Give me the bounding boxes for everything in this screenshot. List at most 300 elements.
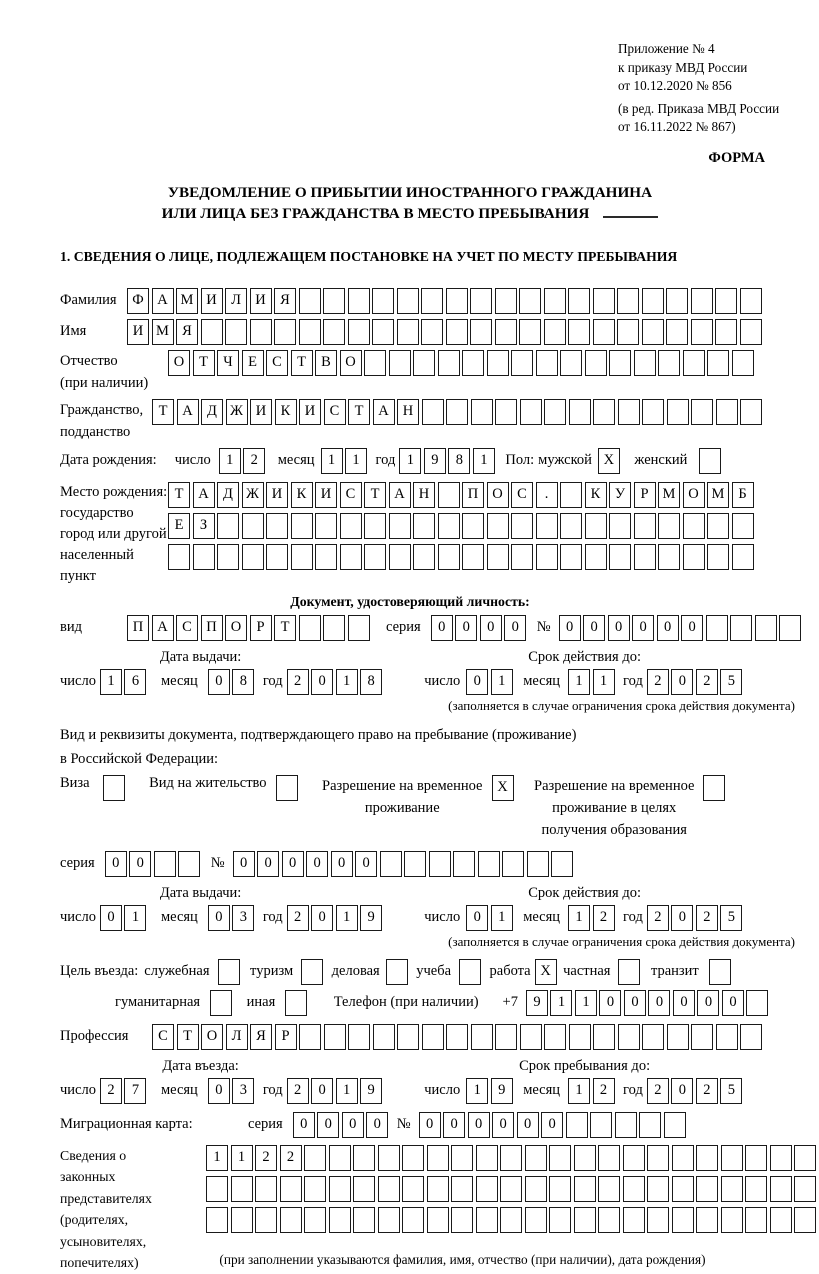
char-cell <box>427 1207 449 1233</box>
expiry-date-heading: Срок действия до: <box>528 648 641 665</box>
char-cell <box>299 1024 321 1050</box>
entry-year-boxes <box>287 1078 385 1104</box>
residence-number-boxes <box>233 851 576 877</box>
char-cell: 9 <box>526 990 548 1016</box>
purpose-transit-checkbox <box>709 959 734 985</box>
char-cell: 2 <box>696 905 718 931</box>
char-cell <box>672 1145 694 1171</box>
char-cell: О <box>225 615 247 641</box>
char-cell <box>495 1024 517 1050</box>
visa-label: Виза <box>60 774 90 791</box>
char-cell <box>323 615 345 641</box>
char-cell <box>389 544 411 570</box>
char-cell <box>623 1176 645 1202</box>
char-cell: . <box>536 482 558 508</box>
char-cell <box>617 288 639 314</box>
char-cell: 2 <box>647 1078 669 1104</box>
issue-date-heading: Дата выдачи: <box>159 884 242 901</box>
char-cell <box>770 1176 792 1202</box>
char-cell <box>716 1024 738 1050</box>
char-cell: 0 <box>541 1112 563 1138</box>
char-cell <box>329 1207 351 1233</box>
residence-series-boxes <box>105 851 203 877</box>
char-cell <box>422 399 444 425</box>
char-cell: 6 <box>124 669 146 695</box>
res-issue-month-boxes <box>208 905 257 931</box>
char-cell <box>446 319 468 345</box>
residence-doc-options <box>60 775 800 841</box>
citizenship-label: Гражданство, подданство <box>60 401 144 440</box>
char-cell <box>413 350 435 376</box>
char-cell <box>683 350 705 376</box>
char-cell <box>402 1145 424 1171</box>
citizenship-row <box>60 399 800 443</box>
char-cell <box>500 1145 522 1171</box>
char-cell: 1 <box>321 448 343 474</box>
char-cell <box>353 1176 375 1202</box>
char-cell <box>225 319 247 345</box>
series-label: серия <box>60 855 95 871</box>
char-cell: С <box>340 482 362 508</box>
char-cell: 0 <box>673 990 695 1016</box>
profession-row <box>60 1024 800 1050</box>
char-cell <box>642 288 664 314</box>
char-cell <box>299 288 321 314</box>
char-cell <box>348 1024 370 1050</box>
char-cell <box>634 513 656 539</box>
char-cell <box>495 319 517 345</box>
issue-date-heading: Дата выдачи: <box>159 648 242 665</box>
char-cell <box>266 513 288 539</box>
char-cell: 9 <box>424 448 446 474</box>
char-cell <box>691 399 713 425</box>
char-cell <box>348 288 370 314</box>
char-cell <box>500 1207 522 1233</box>
purpose-official-label: служебная <box>144 963 210 979</box>
char-cell <box>730 615 752 641</box>
char-cell <box>544 319 566 345</box>
char-cell <box>427 1145 449 1171</box>
char-cell <box>666 319 688 345</box>
doc-series-boxes <box>431 615 529 641</box>
char-cell <box>168 544 190 570</box>
char-cell: А <box>152 615 174 641</box>
char-cell: 5 <box>720 669 742 695</box>
char-cell: Ф <box>127 288 149 314</box>
char-cell <box>740 399 762 425</box>
char-cell <box>438 350 460 376</box>
expiry-day-boxes <box>466 669 515 695</box>
char-cell: С <box>176 615 198 641</box>
issue-year-boxes <box>287 669 385 695</box>
char-cell: С <box>324 399 346 425</box>
char-cell <box>658 544 680 570</box>
char-cell <box>642 1024 664 1050</box>
char-cell <box>462 513 484 539</box>
char-cell: Т <box>364 482 386 508</box>
res-issue-day-boxes <box>100 905 149 931</box>
char-cell: 2 <box>593 1078 615 1104</box>
char-cell: 0 <box>311 1078 333 1104</box>
purpose-private-checkbox <box>618 959 643 985</box>
char-cell <box>364 544 386 570</box>
year-label: год <box>623 909 643 925</box>
char-cell <box>568 319 590 345</box>
char-cell <box>696 1176 718 1202</box>
number-sign: № <box>210 855 225 871</box>
month-label: месяц <box>523 909 561 925</box>
char-cell <box>667 399 689 425</box>
char-cell <box>715 319 737 345</box>
char-cell <box>691 288 713 314</box>
char-cell <box>389 350 411 376</box>
entry-day-boxes <box>100 1078 149 1104</box>
char-cell <box>451 1207 473 1233</box>
profession-boxes <box>152 1024 765 1050</box>
blank-underline <box>603 205 658 218</box>
char-cell <box>495 288 517 314</box>
char-cell: 0 <box>208 905 230 931</box>
res-issue-year-boxes <box>287 905 385 931</box>
char-cell <box>201 319 223 345</box>
char-cell <box>438 544 460 570</box>
sex-male-label: мужской <box>538 452 592 468</box>
char-cell <box>549 1207 571 1233</box>
char-cell <box>634 350 656 376</box>
char-cell: 0 <box>466 905 488 931</box>
char-cell <box>421 288 443 314</box>
char-cell <box>315 513 337 539</box>
char-cell: С <box>152 1024 174 1050</box>
char-cell: А <box>389 482 411 508</box>
char-cell: 0 <box>632 615 654 641</box>
char-cell: X <box>492 775 514 801</box>
char-cell <box>304 1145 326 1171</box>
char-cell <box>462 544 484 570</box>
char-cell: 1 <box>124 905 146 931</box>
char-cell <box>402 1176 424 1202</box>
appendix-line: Приложение № 4 <box>618 41 715 56</box>
profession-label: Профессия <box>60 1028 129 1044</box>
month-label: месяц <box>160 673 198 689</box>
purpose-study-checkbox <box>459 959 484 985</box>
char-cell: 0 <box>504 615 526 641</box>
sex-female-label: женский <box>634 452 688 468</box>
form-label: ФОРМА <box>708 149 765 166</box>
char-cell: 1 <box>336 905 358 931</box>
patronymic-boxes <box>168 350 756 376</box>
char-cell <box>707 544 729 570</box>
char-cell <box>210 990 232 1016</box>
char-cell <box>217 513 239 539</box>
entry-date-heading: Дата въезда: <box>162 1057 239 1074</box>
char-cell <box>536 513 558 539</box>
char-cell: 0 <box>599 990 621 1016</box>
char-cell <box>585 350 607 376</box>
char-cell <box>683 513 705 539</box>
purpose-transit-label: транзит <box>650 963 699 979</box>
char-cell <box>500 1176 522 1202</box>
char-cell: 0 <box>208 669 230 695</box>
char-cell <box>658 350 680 376</box>
char-cell <box>476 1176 498 1202</box>
char-cell <box>470 319 492 345</box>
char-cell <box>696 1145 718 1171</box>
purpose-business-label: деловая <box>331 963 380 979</box>
char-cell <box>569 1024 591 1050</box>
char-cell <box>413 513 435 539</box>
char-cell: И <box>201 288 223 314</box>
char-cell <box>340 513 362 539</box>
char-cell: С <box>511 482 533 508</box>
char-cell <box>520 399 542 425</box>
char-cell: Д <box>201 399 223 425</box>
expiry-month-boxes <box>568 669 617 695</box>
char-cell <box>525 1176 547 1202</box>
char-cell <box>470 288 492 314</box>
char-cell: 1 <box>575 990 597 1016</box>
purpose-private-label: частная <box>563 963 611 979</box>
char-cell: 3 <box>232 1078 254 1104</box>
char-cell: 1 <box>336 1078 358 1104</box>
purpose-tourism-label: туризм <box>250 963 294 979</box>
char-cell <box>667 1024 689 1050</box>
char-cell: Б <box>732 482 754 508</box>
char-cell: А <box>177 399 199 425</box>
char-cell <box>598 1207 620 1233</box>
temp-permit-option <box>322 775 516 819</box>
char-cell <box>280 1176 302 1202</box>
char-cell <box>615 1112 637 1138</box>
stay-day-boxes <box>466 1078 515 1104</box>
char-cell: 0 <box>331 851 353 877</box>
given-name-boxes <box>127 319 764 345</box>
char-cell <box>421 319 443 345</box>
char-cell <box>502 851 524 877</box>
char-cell: 0 <box>100 905 122 931</box>
char-cell: 0 <box>583 615 605 641</box>
char-cell: 1 <box>491 905 513 931</box>
char-cell: 0 <box>671 905 693 931</box>
char-cell: 1 <box>593 669 615 695</box>
patronymic-label: Отчество (при наличии) <box>60 352 149 391</box>
char-cell <box>740 288 762 314</box>
birth-place-boxes-row1 <box>168 482 756 508</box>
representatives-boxes-row2 <box>206 1176 819 1202</box>
char-cell: 9 <box>360 1078 382 1104</box>
char-cell: Р <box>250 615 272 641</box>
char-cell <box>231 1207 253 1233</box>
form-title <box>60 182 760 224</box>
char-cell <box>574 1207 596 1233</box>
entry-dates <box>60 1058 800 1104</box>
char-cell <box>527 851 549 877</box>
expiry-note: (заполняется в случае ограничения срока действия документа) <box>448 697 795 713</box>
char-cell <box>574 1176 596 1202</box>
char-cell <box>642 319 664 345</box>
char-cell: 0 <box>648 990 670 1016</box>
stay-until-heading: Срок пребывания до: <box>519 1057 651 1074</box>
char-cell: 1 <box>568 1078 590 1104</box>
char-cell: 0 <box>559 615 581 641</box>
char-cell <box>746 990 768 1016</box>
purpose-other-checkbox <box>285 990 310 1016</box>
purpose-other-label: иная <box>246 994 276 1010</box>
char-cell: 8 <box>360 669 382 695</box>
char-cell: М <box>152 319 174 345</box>
char-cell <box>304 1207 326 1233</box>
char-cell <box>716 399 738 425</box>
char-cell <box>699 448 721 474</box>
char-cell: М <box>176 288 198 314</box>
char-cell: Н <box>397 399 419 425</box>
char-cell <box>402 1207 424 1233</box>
char-cell <box>683 544 705 570</box>
birth-place-label: Место рождения: государство город или другой населенный пункт <box>60 483 168 584</box>
char-cell <box>732 513 754 539</box>
res-expiry-year-boxes <box>647 905 745 931</box>
char-cell <box>672 1207 694 1233</box>
char-cell: 2 <box>287 1078 309 1104</box>
char-cell <box>274 319 296 345</box>
citizenship-boxes <box>152 399 765 425</box>
char-cell <box>217 544 239 570</box>
char-cell: И <box>315 482 337 508</box>
char-cell <box>386 959 408 985</box>
year-label: год <box>262 909 283 925</box>
char-cell: С <box>266 350 288 376</box>
char-cell <box>634 544 656 570</box>
series-label: серия <box>386 619 421 635</box>
char-cell: 1 <box>219 448 241 474</box>
doc-kind-label: вид <box>60 619 82 635</box>
char-cell <box>404 851 426 877</box>
char-cell: Т <box>274 615 296 641</box>
char-cell: Т <box>348 399 370 425</box>
char-cell: 0 <box>671 669 693 695</box>
char-cell <box>285 990 307 1016</box>
char-cell <box>715 288 737 314</box>
stay-year-boxes <box>647 1078 745 1104</box>
birth-date-row <box>60 448 800 474</box>
visa-option <box>60 775 127 801</box>
char-cell <box>709 959 731 985</box>
char-cell <box>672 1176 694 1202</box>
char-cell <box>397 1024 419 1050</box>
char-cell <box>511 350 533 376</box>
char-cell <box>427 1176 449 1202</box>
char-cell <box>329 1176 351 1202</box>
char-cell <box>438 482 460 508</box>
char-cell: Н <box>413 482 435 508</box>
char-cell: 0 <box>317 1112 339 1138</box>
residence-permit-checkbox <box>267 775 301 801</box>
purpose-humanitarian-checkbox <box>210 990 235 1016</box>
purpose-work-checkbox <box>535 959 560 985</box>
char-cell <box>658 513 680 539</box>
purpose-tourism-checkbox <box>301 959 326 985</box>
purpose-business-checkbox <box>386 959 411 985</box>
char-cell <box>639 1112 661 1138</box>
migration-series-boxes <box>293 1112 391 1138</box>
char-cell: Я <box>250 1024 272 1050</box>
char-cell: 2 <box>287 669 309 695</box>
char-cell <box>476 1207 498 1233</box>
char-cell: 1 <box>206 1145 228 1171</box>
char-cell <box>696 1207 718 1233</box>
char-cell <box>647 1176 669 1202</box>
char-cell <box>511 544 533 570</box>
char-cell: И <box>266 482 288 508</box>
given-name-label: Имя <box>60 323 87 339</box>
residence-doc-intro: Вид и реквизиты документа, подтверждающего право на пребывание (проживание) в Российской Федерации: <box>60 726 577 767</box>
char-cell: Т <box>291 350 313 376</box>
char-cell <box>794 1145 816 1171</box>
char-cell: П <box>462 482 484 508</box>
char-cell <box>323 319 345 345</box>
char-cell <box>647 1145 669 1171</box>
surname-label: Фамилия <box>60 292 117 308</box>
expiry-note: (заполняется в случае ограничения срока действия документа) <box>448 933 795 949</box>
char-cell <box>242 513 264 539</box>
char-cell: К <box>585 482 607 508</box>
char-cell <box>732 350 754 376</box>
phone-label: Телефон (при наличии) <box>333 994 479 1010</box>
char-cell <box>647 1207 669 1233</box>
char-cell <box>551 851 573 877</box>
char-cell <box>451 1145 473 1171</box>
char-cell: 2 <box>696 1078 718 1104</box>
char-cell <box>511 513 533 539</box>
char-cell <box>364 513 386 539</box>
sex-label: Пол: <box>505 452 535 468</box>
char-cell <box>276 775 298 801</box>
char-cell <box>519 288 541 314</box>
amendment-line: (в ред. Приказа МВД России <box>618 100 780 116</box>
char-cell: Я <box>274 288 296 314</box>
char-cell <box>598 1176 620 1202</box>
day-label: число <box>174 452 211 468</box>
purpose-study-label: учеба <box>416 963 452 979</box>
char-cell: X <box>598 448 620 474</box>
char-cell <box>154 851 176 877</box>
birth-date-label: Дата рождения: <box>60 452 157 468</box>
char-cell: М <box>707 482 729 508</box>
char-cell <box>549 1176 571 1202</box>
char-cell: 0 <box>480 615 502 641</box>
char-cell <box>378 1145 400 1171</box>
char-cell <box>706 615 728 641</box>
surname-row <box>60 288 800 314</box>
char-cell <box>593 399 615 425</box>
char-cell <box>280 1207 302 1233</box>
char-cell: Ж <box>226 399 248 425</box>
char-cell: 3 <box>232 905 254 931</box>
char-cell <box>429 851 451 877</box>
char-cell <box>519 319 541 345</box>
char-cell: Т <box>193 350 215 376</box>
patronymic-row <box>60 350 800 394</box>
representatives-boxes-row3 <box>206 1207 819 1233</box>
char-cell: И <box>127 319 149 345</box>
char-cell <box>459 959 481 985</box>
char-cell <box>255 1176 277 1202</box>
identity-doc-heading: Документ, удостоверяющий личность: <box>290 593 530 609</box>
char-cell <box>755 615 777 641</box>
char-cell <box>487 544 509 570</box>
edu-permit-checkbox <box>694 775 728 801</box>
char-cell <box>544 288 566 314</box>
